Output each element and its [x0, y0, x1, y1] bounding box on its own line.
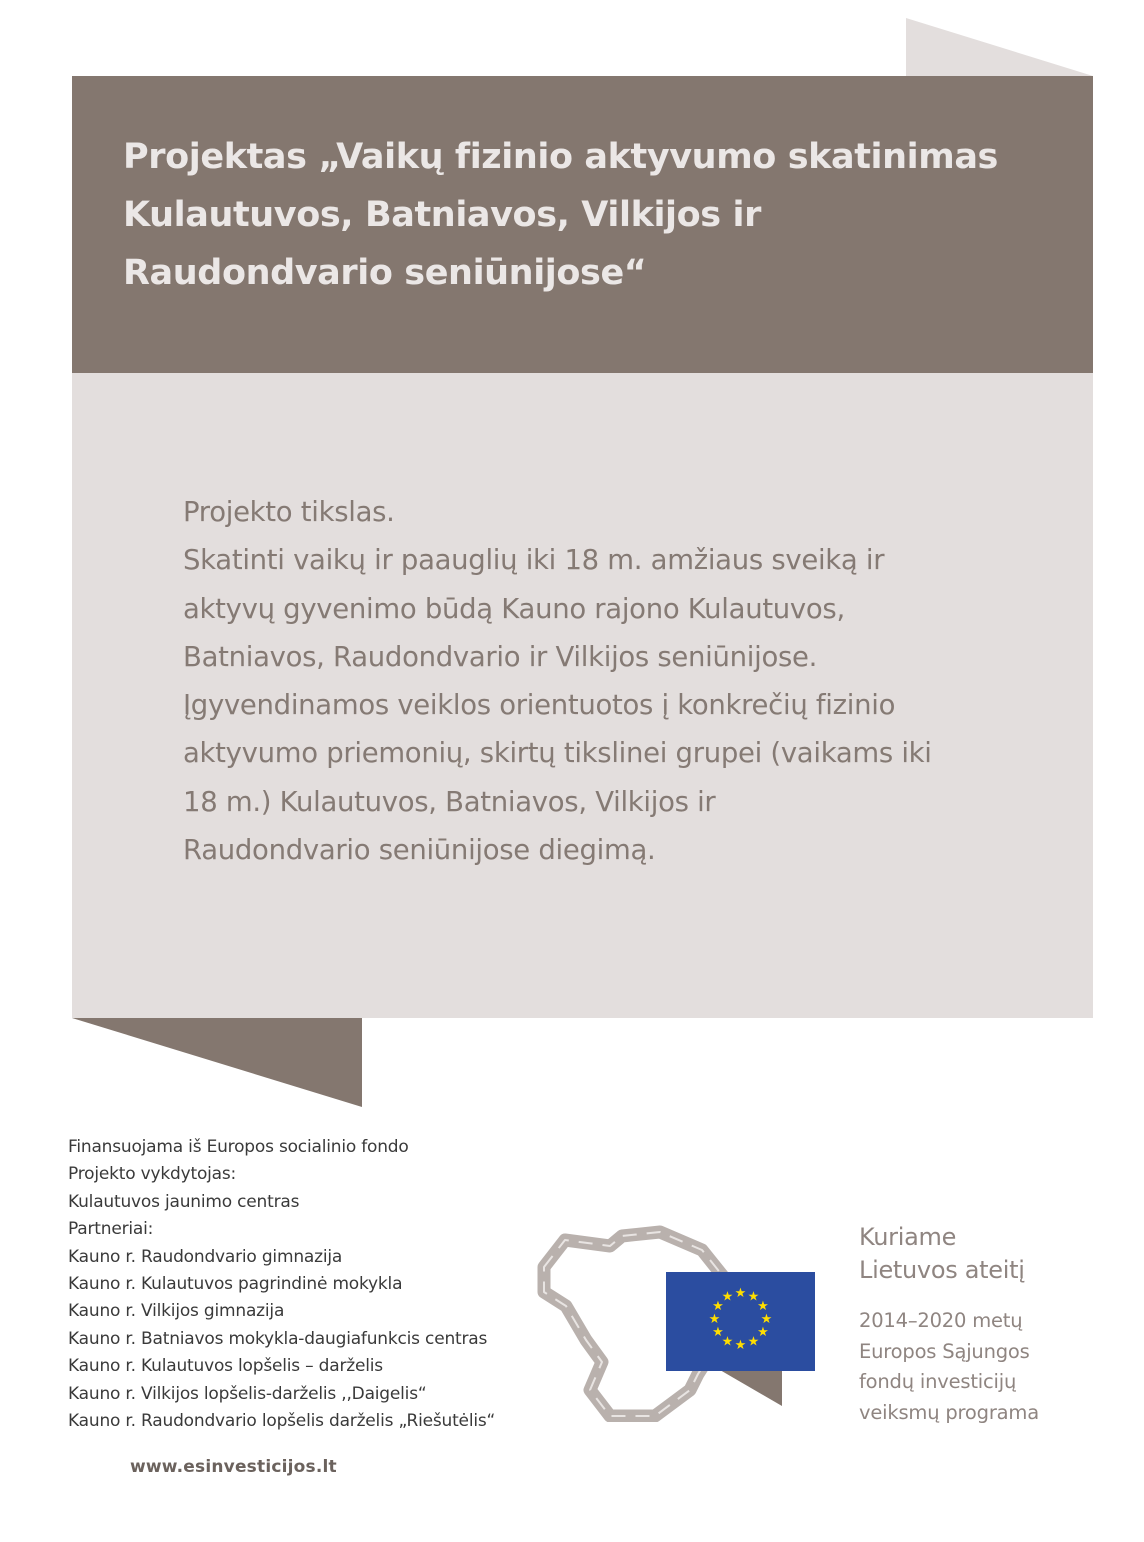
body-line: aktyvų gyvenimo būdą Kauno rajono Kulautuvos,: [183, 592, 845, 625]
body-line: aktyvumo priemonių, skirtų tikslinei grupei (vaikams iki: [183, 737, 932, 770]
info-line: Kauno r. Raudondvario gimnazija: [68, 1246, 343, 1267]
svg-text:★: ★: [760, 1312, 773, 1327]
program-line: 2014–2020 metų: [859, 1309, 1023, 1332]
body-line: Skatinti vaikų ir paauglių iki 18 m. amžiaus sveiką ir: [183, 544, 885, 577]
info-line: Kauno r. Kulautuvos lopšelis – darželis: [68, 1356, 383, 1377]
slogan: [859, 1221, 1025, 1287]
svg-text:★: ★: [757, 1325, 769, 1340]
info-line: Projekto vykdytojas:: [68, 1164, 237, 1185]
svg-text:★: ★: [712, 1299, 724, 1314]
svg-text:★: ★: [757, 1299, 769, 1314]
ribbon-fold-bottom: [0, 0, 400, 1120]
svg-text:★: ★: [721, 1289, 734, 1305]
svg-text:★: ★: [708, 1312, 721, 1327]
program-line: veiksmų programa: [859, 1401, 1039, 1425]
eu-flag-icon: [666, 1272, 815, 1371]
title-line: Projektas „Vaikų fizinio aktyvumo skatinimas: [123, 137, 998, 177]
website-link[interactable]: www.esinvesticijos.lt: [130, 1457, 337, 1477]
slogan-line: Kuriame: [859, 1223, 957, 1251]
info-line: Kauno r. Raudondvario lopšelis darželis „Riešutėlis“: [68, 1411, 496, 1432]
info-line: Kauno r. Vilkijos gimnazija: [68, 1301, 285, 1322]
svg-text:★: ★: [747, 1334, 760, 1350]
title-line: Raudondvario seniūnijose“: [123, 253, 647, 293]
slogan-line: Lietuvos ateitį: [859, 1256, 1025, 1284]
title-line: Kulautuvos, Batniavos, Vilkijos ir: [123, 195, 761, 235]
svg-text:★: ★: [747, 1289, 760, 1305]
svg-text:★: ★: [712, 1325, 724, 1340]
svg-text:★: ★: [721, 1334, 734, 1350]
body-line: 18 m.) Kulautuvos, Batniavos, Vilkijos ir: [183, 785, 716, 818]
svg-text:★: ★: [734, 1338, 747, 1353]
body-line: Raudondvario seniūnijose diegimą.: [183, 834, 656, 867]
program-line: fondų investicijų: [859, 1370, 1017, 1394]
info-line: Kauno r. Batniavos mokykla-daugiafunkcis centras: [68, 1328, 488, 1349]
info-line: Kulautuvos jaunimo centras: [68, 1191, 300, 1212]
body-line: Įgyvendinamos veiklos orientuotos į konkrečių fizinio: [183, 689, 896, 722]
info-line: Kauno r. Kulautuvos pagrindinė mokykla: [68, 1274, 403, 1295]
lithuania-outline-icon: [530, 1222, 830, 1422]
info-line: Finansuojama iš Europos socialinio fondo: [68, 1137, 409, 1157]
svg-text:★: ★: [734, 1286, 747, 1301]
info-line: Kauno r. Vilkijos lopšelis-darželis ,,Daigelis“: [68, 1383, 427, 1404]
body-line: Batniavos, Raudondvario ir Vilkijos seniūnijose.: [183, 640, 818, 673]
info-line: Partneriai:: [68, 1219, 154, 1240]
body-line: Projekto tikslas.: [183, 496, 395, 528]
program-name: [859, 1306, 1039, 1429]
program-line: Europos Sąjungos: [859, 1339, 1030, 1363]
funding-info: [68, 1134, 495, 1435]
